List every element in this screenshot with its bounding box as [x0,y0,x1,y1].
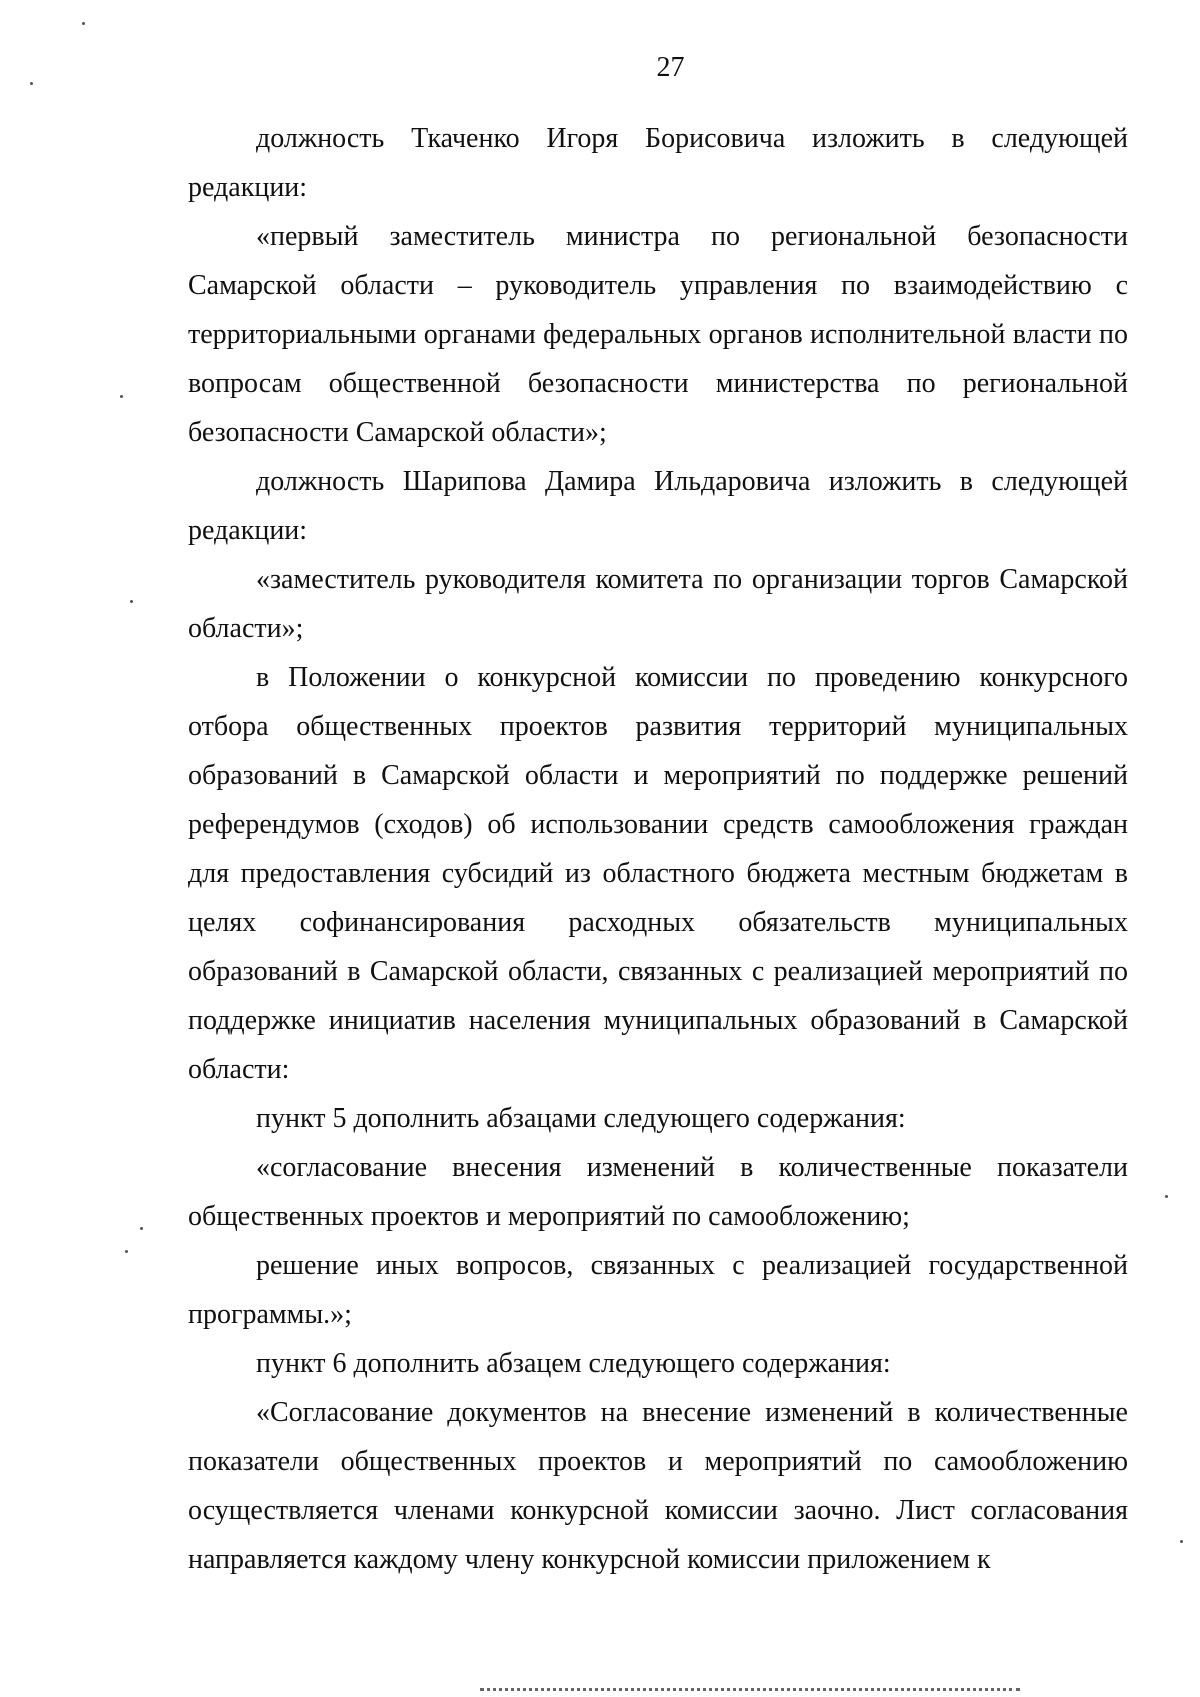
scan-speck [140,1227,143,1230]
scan-speck [120,395,123,398]
paragraph-8: решение иных вопросов, связанных с реализацией государственной программы.»; [188,1250,1128,1330]
paragraph-7: «согласование внесения изменений в количественные показатели общественных проектов и мероприятий по самообложению; [188,1152,1128,1232]
scan-speck [125,1250,128,1253]
paragraph-5: в Положении о конкурсной комиссии по проведению конкурсного отбора общественных проектов развития территорий муниципальных образований в Самарской области и мероприятий по поддержке решений референдумов (сходов) об использовании средств самообложения граждан для предоставления субсидий из областного бюджета местным бюджетам в целях софинансирования расходных обязательств муниципальных образований в Самарской области, связанных с реализацией мероприятий по поддержке инициатив населения муниципальных образований в Самарской области: [188,662,1128,1085]
scan-speck [1180,1540,1183,1543]
scan-speck [82,22,85,25]
scan-speck [1165,1195,1168,1198]
scan-speck [130,600,133,603]
paragraph-4: «заместитель руководителя комитета по организации торгов Самарской области»; [188,564,1128,644]
scan-artifact-strip [480,1688,1020,1694]
page-number: 27 [656,52,685,83]
paragraph-6: пункт 5 дополнить абзацами следующего содержания: [256,1103,906,1134]
paragraph-10: «Согласование документов на внесение изменений в количественные показатели общественных проектов и мероприятий по самообложению осуществляется членами конкурсной комиссии заочно. Лист согласования направляется каждому члену конкурсной комиссии приложением к [188,1397,1128,1575]
paragraph-2: «первый заместитель министра по региональной безопасности Самарской области – руководитель управления по взаимодействию с территориальными органами федеральных органов исполнительной власти по вопросам общественной безопасности министерства по региональной безопасности Самарской области»; [188,221,1128,448]
paragraph-3: должность Шарипова Дамира Ильдаровича изложить в следующей редакции: [188,466,1128,546]
paragraph-9: пункт 6 дополнить абзацем следующего содержания: [256,1348,891,1379]
document-body [188,114,1128,1584]
paragraph-1: должность Ткаченко Игоря Борисовича изложить в следующей редакции: [188,123,1128,203]
scan-speck [30,82,33,85]
